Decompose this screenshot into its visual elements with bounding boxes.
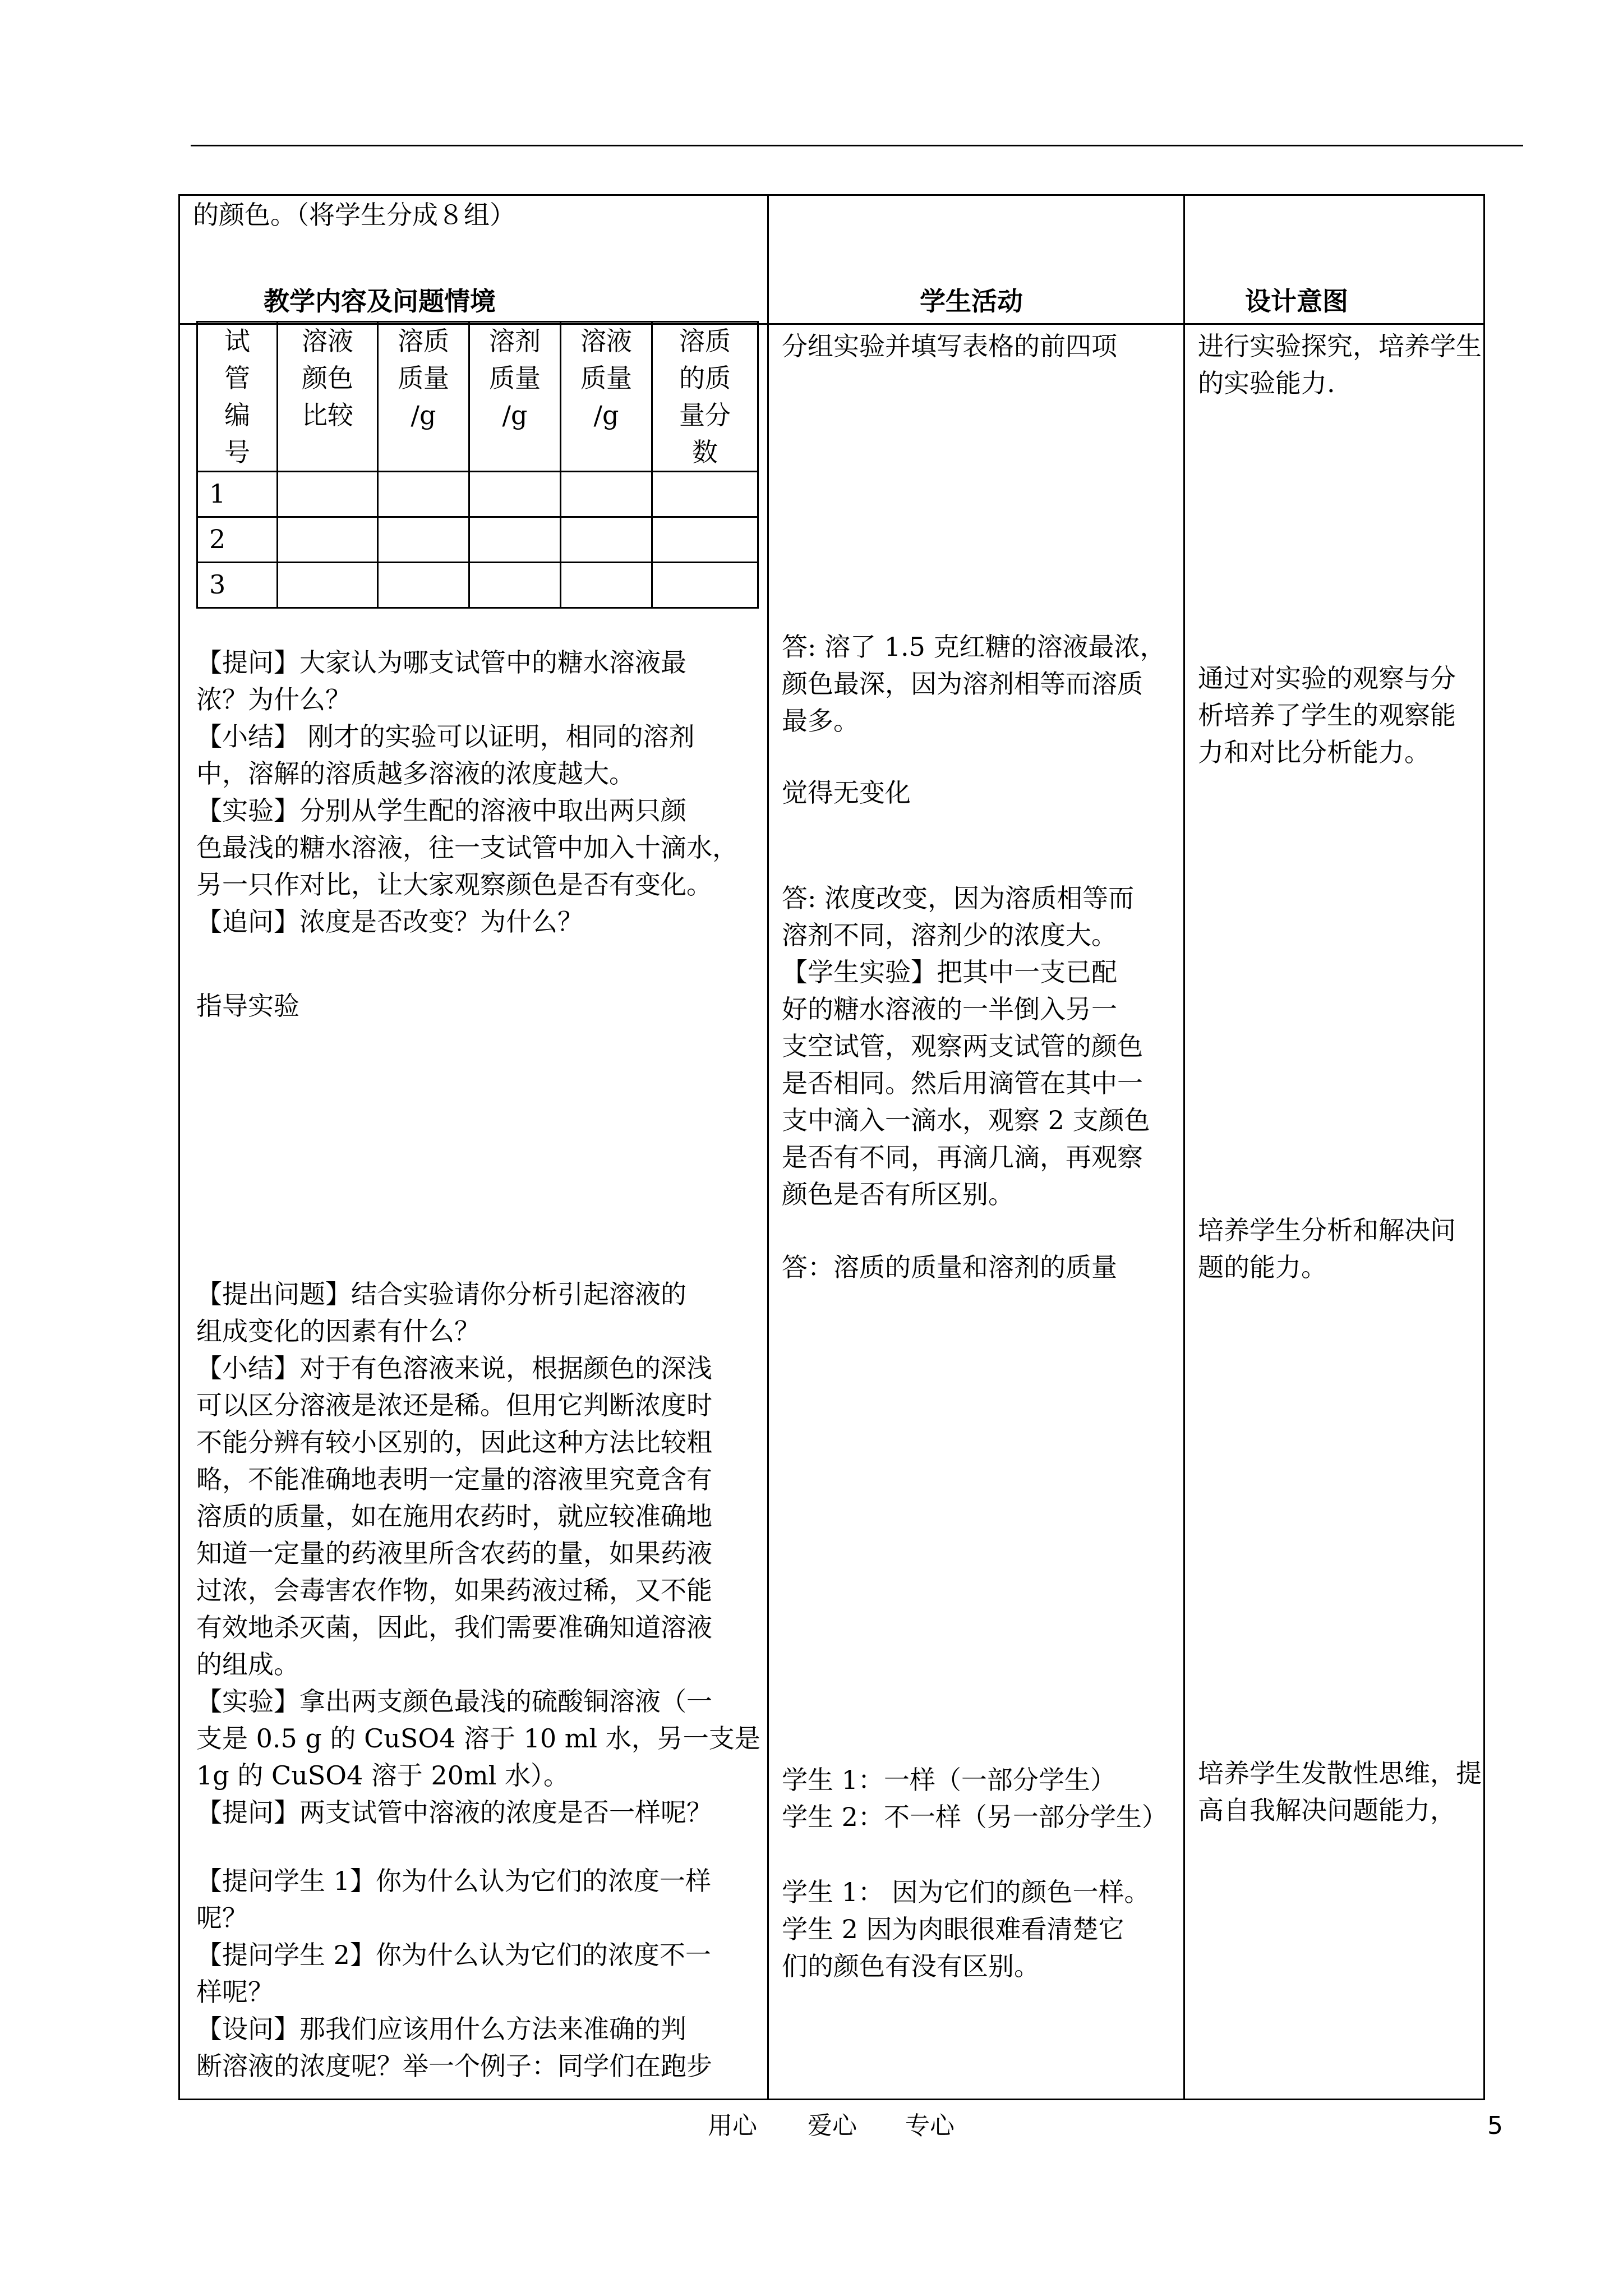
text-line: 最多。 bbox=[782, 706, 859, 736]
header-line: 试 bbox=[224, 326, 250, 356]
col-header-mass-fraction bbox=[652, 322, 758, 472]
intent-block-observation bbox=[1198, 660, 1456, 771]
text-line: 答: 浓度改变，因为溶质相等而 bbox=[782, 883, 1135, 913]
text-line: 组成变化的因素有什么？ bbox=[196, 1316, 480, 1346]
table-cell bbox=[469, 472, 561, 517]
header-line: 溶剂 bbox=[489, 326, 541, 356]
text-line: 不能分辨有较小区别的，因此这种方法比较粗 bbox=[196, 1427, 712, 1457]
header-line: /g bbox=[411, 400, 436, 430]
footer-motto-1: 用心 bbox=[708, 2111, 757, 2140]
header-line: /g bbox=[593, 400, 619, 430]
text-line: 溶质的质量，如在施用农药时，就应较准确地 bbox=[196, 1501, 712, 1531]
text-line: 答: 溶了 1.5 克红糖的溶液最浓， bbox=[782, 632, 1166, 662]
experiment-record-table bbox=[196, 321, 759, 609]
text-line: 溶剂不同，溶剂少的浓度大。 bbox=[782, 920, 1117, 950]
text-line: 【小结】 刚才的实验可以证明，相同的溶剂 bbox=[196, 721, 695, 752]
activity-block-no-change bbox=[782, 774, 911, 811]
col-header-solute-mass bbox=[378, 322, 469, 472]
text-line: 进行实验探究，培养学生 bbox=[1198, 331, 1482, 361]
header-line: 溶质 bbox=[679, 326, 731, 356]
col-header-solvent-mass bbox=[469, 322, 561, 472]
content-block-questions bbox=[196, 644, 738, 940]
text-line: 过浓，会毒害农作物，如果药液过稀，又不能 bbox=[196, 1575, 712, 1605]
header-line: 编 bbox=[224, 400, 250, 430]
text-line: 另一只作对比，让大家观察颜色是否有变化。 bbox=[196, 869, 712, 900]
header-line: 质量 bbox=[398, 363, 449, 393]
table-cell bbox=[561, 472, 652, 517]
header-line: 溶液 bbox=[580, 326, 632, 356]
text-line: 【追问】浓度是否改变？为什么？ bbox=[196, 907, 583, 937]
content-block-followup bbox=[196, 1862, 712, 2085]
text-line: 有效地杀灭菌，因此，我们需要准确知道溶液 bbox=[196, 1612, 712, 1642]
column-divider-1 bbox=[767, 194, 769, 2100]
text-line: 浓？为什么？ bbox=[196, 684, 351, 715]
text-line: 可以区分溶液是浓还是稀。但用它判断浓度时 bbox=[196, 1390, 712, 1420]
table-cell bbox=[561, 517, 652, 563]
table-cell bbox=[378, 472, 469, 517]
text-line: 支中滴入一滴水，观察 2 支颜色 bbox=[782, 1105, 1150, 1135]
header-line: 溶液 bbox=[302, 326, 353, 356]
header-activity: 学生活动 bbox=[920, 286, 1023, 316]
table-cell bbox=[652, 517, 758, 563]
header-line: 量分 bbox=[679, 400, 731, 430]
table-cell bbox=[561, 563, 652, 608]
content-block-analysis bbox=[196, 1276, 760, 1831]
header-line: 管 bbox=[224, 363, 250, 393]
text-line: 中，溶解的溶质越多溶液的浓度越大。 bbox=[196, 758, 635, 789]
text-line: 是否相同。然后用滴管在其中一 bbox=[782, 1068, 1143, 1098]
experiment-table-header-row bbox=[197, 322, 758, 472]
table-cell bbox=[378, 563, 469, 608]
footer-motto-2: 爱心 bbox=[808, 2111, 857, 2140]
top-text: 的颜色。（将学生分成８组） bbox=[193, 200, 515, 230]
col-header-tube-no bbox=[197, 322, 278, 472]
activity-block-student-opinions bbox=[782, 1761, 1168, 1835]
text-line: 【实验】分别从学生配的溶液中取出两只颜 bbox=[196, 795, 686, 826]
text-line: 力和对比分析能力。 bbox=[1198, 737, 1430, 767]
text-line: 【学生实验】把其中一支已配 bbox=[782, 957, 1117, 987]
text-line: 析培养了学生的观察能 bbox=[1198, 700, 1456, 730]
intent-block-problem-solving bbox=[1198, 1212, 1456, 1286]
text-line: 培养学生发散性思维，提 bbox=[1198, 1758, 1482, 1788]
header-line: /g bbox=[502, 400, 528, 430]
page-number: 5 bbox=[1487, 2111, 1503, 2140]
text-line: 高自我解决问题能力， bbox=[1198, 1795, 1456, 1825]
text-line: 是否有不同，再滴几滴，再观察 bbox=[782, 1142, 1143, 1172]
header-line: 质量 bbox=[580, 363, 632, 393]
text-line: 断溶液的浓度呢？举一个例子：同学们在跑步 bbox=[196, 2051, 712, 2081]
activity-block-group-experiment bbox=[782, 328, 1117, 365]
text-line: 学生 1：一样（一部分学生） bbox=[782, 1765, 1116, 1795]
table-cell bbox=[652, 472, 758, 517]
header-line: 质量 bbox=[489, 363, 541, 393]
text-line: 觉得无变化 bbox=[782, 777, 911, 808]
text-line: 培养学生分析和解决问 bbox=[1198, 1215, 1456, 1245]
column-divider-2 bbox=[1183, 194, 1185, 2100]
header-line: 号 bbox=[224, 437, 250, 467]
intent-block-inquiry bbox=[1198, 328, 1482, 402]
text-line: 【设问】那我们应该用什么方法来准确的判 bbox=[196, 2014, 686, 2044]
text-line: 颜色是否有所区别。 bbox=[782, 1179, 1014, 1209]
text-line: 颜色最深，因为溶剂相等而溶质 bbox=[782, 669, 1143, 699]
header-line: 比较 bbox=[302, 400, 353, 430]
text-line: 的实验能力. bbox=[1198, 368, 1335, 398]
table-cell bbox=[278, 472, 378, 517]
table-cell bbox=[278, 563, 378, 608]
col-header-color bbox=[278, 322, 378, 472]
text-line: 学生 1： 因为它们的颜色一样。 bbox=[782, 1877, 1150, 1907]
text-line: 【提出问题】结合实验请你分析引起溶液的 bbox=[196, 1279, 686, 1309]
footer-motto-3: 专心 bbox=[905, 2111, 955, 2140]
table-cell bbox=[469, 563, 561, 608]
col-header-solution-mass bbox=[561, 322, 652, 472]
table-cell bbox=[652, 563, 758, 608]
text-line: 【提问】两支试管中溶液的浓度是否一样呢？ bbox=[196, 1797, 712, 1828]
text-line: 好的糖水溶液的一半倒入另一 bbox=[782, 994, 1117, 1024]
text-line: 【小结】对于有色溶液来说，根据颜色的深浅 bbox=[196, 1353, 712, 1383]
text-line: 支空试管，观察两支试管的颜色 bbox=[782, 1031, 1143, 1061]
activity-block-student-reasons bbox=[782, 1874, 1150, 1985]
text-line: 指导实验 bbox=[196, 991, 299, 1021]
text-line: 答：溶质的质量和溶剂的质量 bbox=[782, 1252, 1117, 1282]
header-line: 颜色 bbox=[302, 363, 353, 393]
content-block-guide bbox=[196, 987, 299, 1024]
header-line: 溶质 bbox=[398, 326, 449, 356]
header-line: 的质 bbox=[679, 363, 731, 393]
text-line: 呢？ bbox=[196, 1903, 248, 1933]
text-line: 色最浅的糖水溶液，往一支试管中加入十滴水， bbox=[196, 832, 738, 863]
text-line: 略，不能准确地表明一定量的溶液里究竟含有 bbox=[196, 1464, 712, 1494]
text-line: 通过对实验的观察与分 bbox=[1198, 663, 1456, 693]
table-cell bbox=[278, 517, 378, 563]
text-line: 的组成。 bbox=[196, 1649, 299, 1680]
text-line: 题的能力。 bbox=[1198, 1252, 1327, 1282]
text-line: 【提问】大家认为哪支试管中的糖水溶液最 bbox=[196, 647, 686, 678]
text-line: 【实验】拿出两支颜色最浅的硫酸铜溶液（一 bbox=[196, 1686, 712, 1717]
text-line: 分组实验并填写表格的前四项 bbox=[782, 331, 1117, 361]
text-line: 知道一定量的药液里所含农药的量，如果药液 bbox=[196, 1538, 712, 1568]
text-line: 支是 0.5 g 的 CuSO4 溶于 10 ml 水，另一支是 bbox=[196, 1723, 760, 1754]
text-line: 学生 2：不一样（另一部分学生） bbox=[782, 1802, 1168, 1832]
table-row bbox=[197, 563, 758, 608]
text-line: 1g 的 CuSO4 溶于 20ml 水）。 bbox=[196, 1760, 570, 1791]
table-cell bbox=[469, 517, 561, 563]
text-line: 【提问学生 2】你为什么认为它们的浓度不一 bbox=[196, 1940, 711, 1970]
header-content: 教学内容及问题情境 bbox=[264, 286, 496, 316]
table-row bbox=[197, 517, 758, 563]
tube-number: 3 bbox=[197, 563, 278, 608]
header-rule bbox=[191, 145, 1523, 146]
header-intent: 设计意图 bbox=[1245, 286, 1348, 316]
text-line: 们的颜色有没有区别。 bbox=[782, 1951, 1040, 1981]
activity-block-answer-factors bbox=[782, 1249, 1117, 1286]
table-row bbox=[197, 472, 758, 517]
text-line: 【提问学生 1】你为什么认为它们的浓度一样 bbox=[196, 1866, 711, 1896]
intent-block-divergent-thinking bbox=[1198, 1755, 1482, 1829]
text-line: 学生 2 因为肉眼很难看清楚它 bbox=[782, 1914, 1124, 1944]
tube-number: 1 bbox=[197, 472, 278, 517]
activity-block-student-experiment bbox=[782, 880, 1150, 1213]
table-cell bbox=[378, 517, 469, 563]
text-line: 样呢？ bbox=[196, 1977, 274, 2007]
header-line: 数 bbox=[692, 437, 718, 467]
tube-number: 2 bbox=[197, 517, 278, 563]
activity-block-answer-1 bbox=[782, 628, 1166, 739]
